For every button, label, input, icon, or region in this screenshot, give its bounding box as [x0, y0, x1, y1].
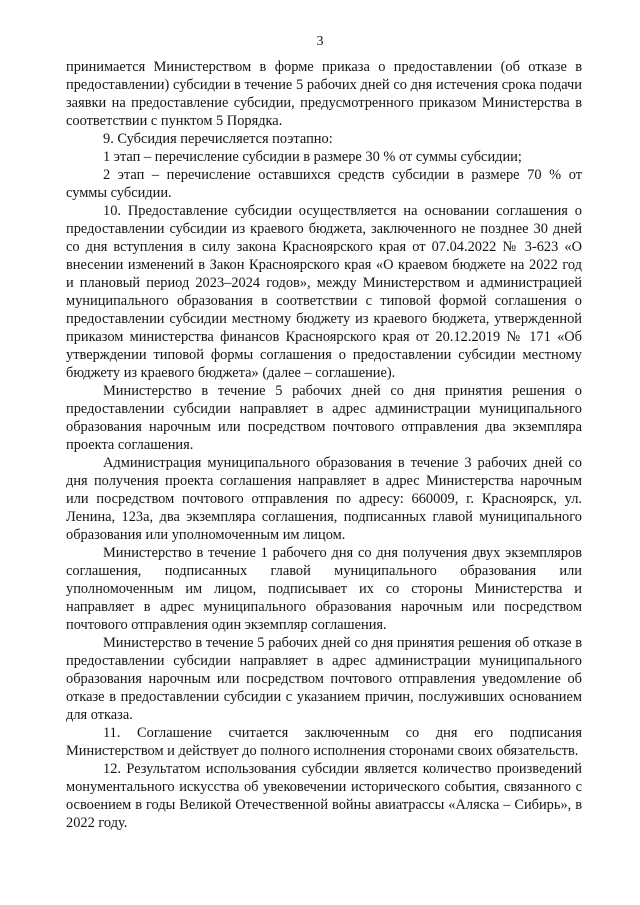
paragraph-ministry-signing: Министерство в течение 1 рабочего дня со дня получения двух экземпляров соглашения, подписанных главой муниципального образования или уполномоченным им лицом, подписывает их со стороны Министерства и направляет в адрес муниципального образования нарочным или посредством почтового отправления один экземпляр соглашения.	[66, 545, 582, 633]
paragraph-12-subsidy-result: 12. Результатом использования субсидии является количество произведений монументального искусства об увековечении исторического события, связанного с освоением в годы Великой Отечественной войны авиатрассы «Аляска – Сибирь», в 2022 году.	[66, 761, 582, 831]
paragraph-stage-2: 2 этап – перечисление оставшихся средств субсидии в размере 70 % от суммы субсидии.	[66, 167, 582, 201]
page-number: 3	[316, 34, 324, 49]
paragraph-11-agreement-validity: 11. Соглашение считается заключенным со дня его подписания Министерством и действует до полного исполнения сторонами своих обязательств.	[66, 725, 582, 759]
document-body	[66, 58, 582, 832]
paragraph-municipality-signing: Администрация муниципального образования в течение 3 рабочих дней со дня получения проекта соглашения направляет в адрес Министерства нарочным или посредством почтового отправления по адресу: 660009, г. Красноярск, ул. Ленина, 123а, два экземпляра соглашения, подписанных главой муниципального образования или уполномоченным им лицом.	[66, 455, 582, 543]
paragraph-9-transfer-stages: 9. Субсидия перечисляется поэтапно:	[103, 131, 333, 147]
paragraph-draft-agreement-sending: Министерство в течение 5 рабочих дней со дня принятия решения о предоставлении субсидии направляет в адрес администрации муниципального образования нарочным или посредством почтового отправления два экземпляра проекта соглашения.	[66, 383, 582, 453]
paragraph-approval-order: принимается Министерством в форме приказа о предоставлении (об отказе в предоставлении) субсидии в течение 5 рабочих дней со дня истечения срока подачи заявки на предоставление субсидии, предусмотренного приказом Министерства в соответствии с пунктом 5 Порядка.	[66, 59, 582, 129]
paragraph-stage-1: 1 этап – перечисление субсидии в размере 30 % от суммы субсидии;	[103, 149, 522, 165]
paragraph-10-agreement-basis: 10. Предоставление субсидии осуществляется на основании соглашения о предоставлении субсидии из краевого бюджета, заключенного не позднее 30 дней со дня вступления в силу закона Красноярского края от 07.04.2022 № 3-623 «О внесении изменений в Закон Красноярского края «О краевом бюджете на 2022 год и плановый период 2023–2024 годов», между Министерством и администрацией муниципального образования в соответствии с типовой формой соглашения о предоставлении субсидии местному бюджету из краевого бюджета, утвержденной приказом министерства финансов Красноярского края от 20.12.2019 № 171 «Об утверждении типовой формы соглашения о предоставлении субсидии местному бюджету из краевого бюджета» (далее – соглашение).	[66, 203, 582, 381]
paragraph-refusal-notice: Министерство в течение 5 рабочих дней со дня принятия решения об отказе в предоставлении субсидии направляет в адрес администрации муниципального образования нарочным или посредством почтового отправления уведомление об отказе в предоставлении субсидии с указанием причин, послуживших основанием для отказа.	[66, 635, 582, 723]
